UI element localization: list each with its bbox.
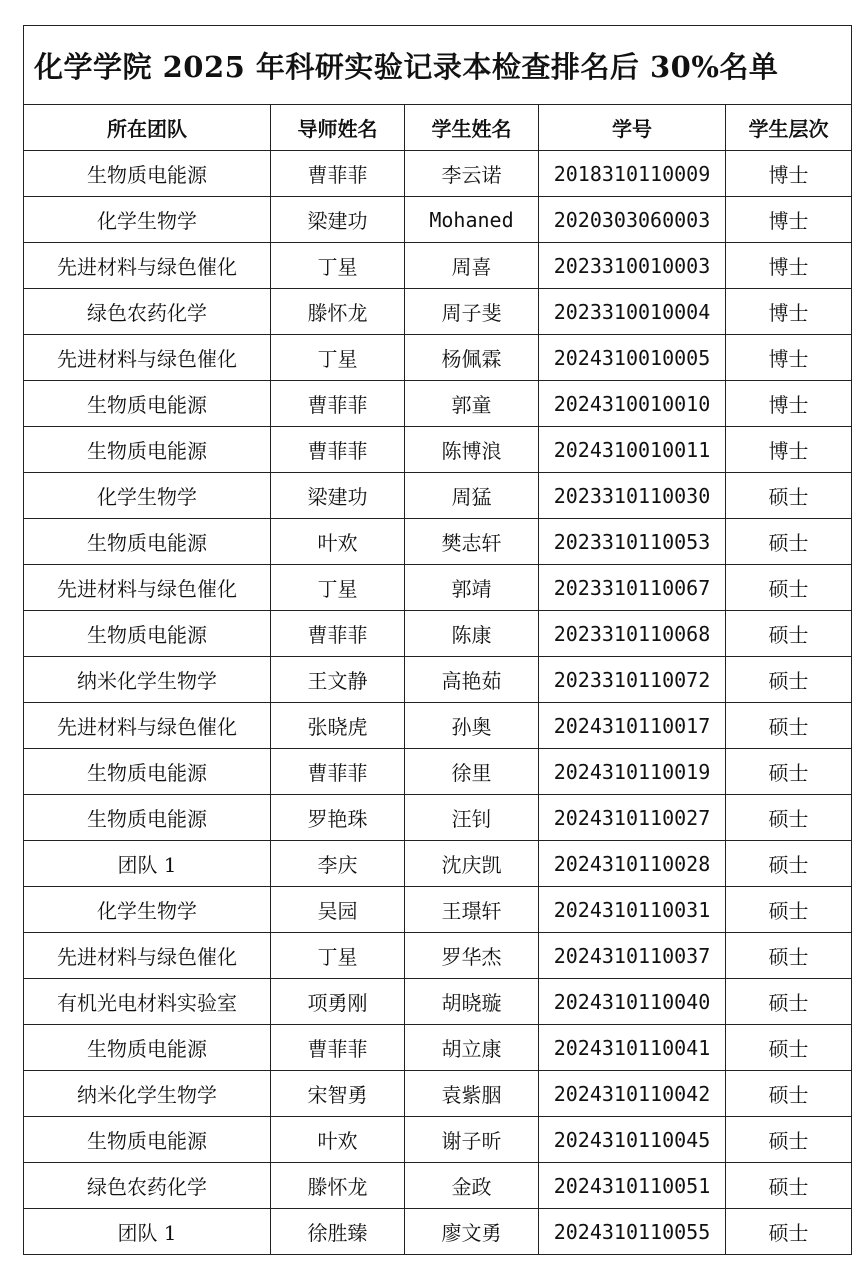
advisor-cell: 徐胜臻 bbox=[271, 1209, 405, 1255]
student-name-cell: 徐里 bbox=[405, 749, 539, 795]
student-id-cell: 2023310110053 bbox=[539, 519, 726, 565]
student-id-cell: 2024310110028 bbox=[539, 841, 726, 887]
table-row bbox=[24, 565, 852, 611]
student-name-cell: 郭童 bbox=[405, 381, 539, 427]
team-cell: 生物质电能源 bbox=[24, 611, 271, 657]
document-title: 化学学院 2025 年科研实验记录本检查排名后 30%名单 bbox=[24, 26, 852, 105]
level-cell: 博士 bbox=[726, 289, 852, 335]
level-cell: 硕士 bbox=[726, 933, 852, 979]
advisor-cell: 叶欢 bbox=[271, 1117, 405, 1163]
student-name-cell: 陈博浪 bbox=[405, 427, 539, 473]
table-row bbox=[24, 427, 852, 473]
student-name-cell: 王璟轩 bbox=[405, 887, 539, 933]
student-id-cell: 2024310110017 bbox=[539, 703, 726, 749]
team-cell: 纳米化学生物学 bbox=[24, 1071, 271, 1117]
table-row bbox=[24, 749, 852, 795]
level-cell: 博士 bbox=[726, 243, 852, 289]
advisor-cell: 王文静 bbox=[271, 657, 405, 703]
advisor-cell: 梁建功 bbox=[271, 197, 405, 243]
advisor-cell: 丁星 bbox=[271, 565, 405, 611]
advisor-cell: 滕怀龙 bbox=[271, 289, 405, 335]
document-sheet bbox=[23, 25, 851, 1255]
table-row bbox=[24, 657, 852, 703]
level-cell: 硕士 bbox=[726, 841, 852, 887]
team-cell: 先进材料与绿色催化 bbox=[24, 565, 271, 611]
table-row bbox=[24, 243, 852, 289]
student-id-cell: 2024310010005 bbox=[539, 335, 726, 381]
table-row bbox=[24, 1025, 852, 1071]
team-cell: 生物质电能源 bbox=[24, 151, 271, 197]
table-row bbox=[24, 887, 852, 933]
student-id-cell: 2020303060003 bbox=[539, 197, 726, 243]
advisor-cell: 丁星 bbox=[271, 933, 405, 979]
table-row bbox=[24, 1209, 852, 1255]
student-id-cell: 2024310110037 bbox=[539, 933, 726, 979]
student-id-cell: 2024310110042 bbox=[539, 1071, 726, 1117]
student-id-cell: 2023310010003 bbox=[539, 243, 726, 289]
level-cell: 硕士 bbox=[726, 657, 852, 703]
table-row bbox=[24, 841, 852, 887]
student-name-cell: 罗华杰 bbox=[405, 933, 539, 979]
advisor-cell: 丁星 bbox=[271, 243, 405, 289]
table-row bbox=[24, 611, 852, 657]
table-header-row bbox=[24, 105, 852, 151]
level-cell: 硕士 bbox=[726, 519, 852, 565]
table-row bbox=[24, 519, 852, 565]
student-id-cell: 2024310110041 bbox=[539, 1025, 726, 1071]
table-row bbox=[24, 1117, 852, 1163]
student-name-cell: 沈庆凯 bbox=[405, 841, 539, 887]
student-id-cell: 2024310110031 bbox=[539, 887, 726, 933]
table-row bbox=[24, 473, 852, 519]
student-name-cell: 高艳茹 bbox=[405, 657, 539, 703]
team-cell: 生物质电能源 bbox=[24, 519, 271, 565]
student-id-cell: 2024310110051 bbox=[539, 1163, 726, 1209]
team-cell: 生物质电能源 bbox=[24, 1025, 271, 1071]
advisor-cell: 项勇刚 bbox=[271, 979, 405, 1025]
header-student: 学生姓名 bbox=[405, 105, 539, 151]
level-cell: 硕士 bbox=[726, 703, 852, 749]
advisor-cell: 梁建功 bbox=[271, 473, 405, 519]
advisor-cell: 曹菲菲 bbox=[271, 749, 405, 795]
team-cell: 绿色农药化学 bbox=[24, 289, 271, 335]
advisor-cell: 罗艳珠 bbox=[271, 795, 405, 841]
student-name-cell: 周猛 bbox=[405, 473, 539, 519]
team-cell: 绿色农药化学 bbox=[24, 1163, 271, 1209]
table-row bbox=[24, 979, 852, 1025]
team-cell: 生物质电能源 bbox=[24, 749, 271, 795]
team-cell: 有机光电材料实验室 bbox=[24, 979, 271, 1025]
student-id-cell: 2023310110068 bbox=[539, 611, 726, 657]
student-name-cell: 汪钊 bbox=[405, 795, 539, 841]
student-name-cell: 周子斐 bbox=[405, 289, 539, 335]
advisor-cell: 曹菲菲 bbox=[271, 611, 405, 657]
student-name-cell: 胡立康 bbox=[405, 1025, 539, 1071]
student-id-cell: 2024310010011 bbox=[539, 427, 726, 473]
student-id-cell: 2023310010004 bbox=[539, 289, 726, 335]
student-id-cell: 2023310110030 bbox=[539, 473, 726, 519]
student-name-cell: 周喜 bbox=[405, 243, 539, 289]
student-name-cell: 李云诺 bbox=[405, 151, 539, 197]
level-cell: 硕士 bbox=[726, 1209, 852, 1255]
table-row bbox=[24, 335, 852, 381]
header-team: 所在团队 bbox=[24, 105, 271, 151]
advisor-cell: 滕怀龙 bbox=[271, 1163, 405, 1209]
level-cell: 博士 bbox=[726, 197, 852, 243]
advisor-cell: 叶欢 bbox=[271, 519, 405, 565]
header-advisor: 导师姓名 bbox=[271, 105, 405, 151]
advisor-cell: 宋智勇 bbox=[271, 1071, 405, 1117]
student-id-cell: 2018310110009 bbox=[539, 151, 726, 197]
header-level: 学生层次 bbox=[726, 105, 852, 151]
level-cell: 硕士 bbox=[726, 565, 852, 611]
team-cell: 化学生物学 bbox=[24, 197, 271, 243]
student-id-cell: 2024310110019 bbox=[539, 749, 726, 795]
level-cell: 硕士 bbox=[726, 749, 852, 795]
level-cell: 硕士 bbox=[726, 611, 852, 657]
team-cell: 先进材料与绿色催化 bbox=[24, 243, 271, 289]
team-cell: 生物质电能源 bbox=[24, 1117, 271, 1163]
team-cell: 先进材料与绿色催化 bbox=[24, 335, 271, 381]
team-cell: 生物质电能源 bbox=[24, 381, 271, 427]
student-id-cell: 2024310110040 bbox=[539, 979, 726, 1025]
table-row bbox=[24, 151, 852, 197]
table-row bbox=[24, 933, 852, 979]
student-id-cell: 2024310110055 bbox=[539, 1209, 726, 1255]
header-student-id: 学号 bbox=[539, 105, 726, 151]
student-name-cell: 谢子昕 bbox=[405, 1117, 539, 1163]
team-cell: 团队 1 bbox=[24, 841, 271, 887]
table-row bbox=[24, 381, 852, 427]
student-id-cell: 2024310110027 bbox=[539, 795, 726, 841]
student-name-cell: 廖文勇 bbox=[405, 1209, 539, 1255]
student-name-cell: Mohaned bbox=[405, 197, 539, 243]
team-cell: 纳米化学生物学 bbox=[24, 657, 271, 703]
level-cell: 硕士 bbox=[726, 979, 852, 1025]
level-cell: 博士 bbox=[726, 427, 852, 473]
team-cell: 团队 1 bbox=[24, 1209, 271, 1255]
level-cell: 硕士 bbox=[726, 1071, 852, 1117]
student-name-cell: 袁紫胭 bbox=[405, 1071, 539, 1117]
team-cell: 生物质电能源 bbox=[24, 795, 271, 841]
team-cell: 化学生物学 bbox=[24, 887, 271, 933]
level-cell: 博士 bbox=[726, 381, 852, 427]
student-id-cell: 2023310110067 bbox=[539, 565, 726, 611]
level-cell: 硕士 bbox=[726, 1025, 852, 1071]
team-cell: 先进材料与绿色催化 bbox=[24, 933, 271, 979]
student-id-cell: 2023310110072 bbox=[539, 657, 726, 703]
table-row bbox=[24, 795, 852, 841]
ranking-table bbox=[23, 25, 852, 1255]
student-name-cell: 陈康 bbox=[405, 611, 539, 657]
table-body bbox=[24, 151, 852, 1255]
table-row bbox=[24, 703, 852, 749]
table-row bbox=[24, 1071, 852, 1117]
advisor-cell: 丁星 bbox=[271, 335, 405, 381]
team-cell: 先进材料与绿色催化 bbox=[24, 703, 271, 749]
student-name-cell: 金政 bbox=[405, 1163, 539, 1209]
level-cell: 硕士 bbox=[726, 473, 852, 519]
table-row bbox=[24, 197, 852, 243]
advisor-cell: 张晓虎 bbox=[271, 703, 405, 749]
advisor-cell: 吴园 bbox=[271, 887, 405, 933]
advisor-cell: 曹菲菲 bbox=[271, 381, 405, 427]
student-id-cell: 2024310110045 bbox=[539, 1117, 726, 1163]
level-cell: 硕士 bbox=[726, 795, 852, 841]
student-name-cell: 胡晓璇 bbox=[405, 979, 539, 1025]
level-cell: 博士 bbox=[726, 151, 852, 197]
student-name-cell: 郭靖 bbox=[405, 565, 539, 611]
student-id-cell: 2024310010010 bbox=[539, 381, 726, 427]
student-name-cell: 樊志轩 bbox=[405, 519, 539, 565]
level-cell: 硕士 bbox=[726, 1117, 852, 1163]
advisor-cell: 曹菲菲 bbox=[271, 151, 405, 197]
advisor-cell: 曹菲菲 bbox=[271, 427, 405, 473]
level-cell: 硕士 bbox=[726, 1163, 852, 1209]
student-name-cell: 杨佩霖 bbox=[405, 335, 539, 381]
team-cell: 化学生物学 bbox=[24, 473, 271, 519]
level-cell: 硕士 bbox=[726, 887, 852, 933]
advisor-cell: 曹菲菲 bbox=[271, 1025, 405, 1071]
student-name-cell: 孙奥 bbox=[405, 703, 539, 749]
advisor-cell: 李庆 bbox=[271, 841, 405, 887]
level-cell: 博士 bbox=[726, 335, 852, 381]
table-row bbox=[24, 1163, 852, 1209]
team-cell: 生物质电能源 bbox=[24, 427, 271, 473]
table-row bbox=[24, 289, 852, 335]
